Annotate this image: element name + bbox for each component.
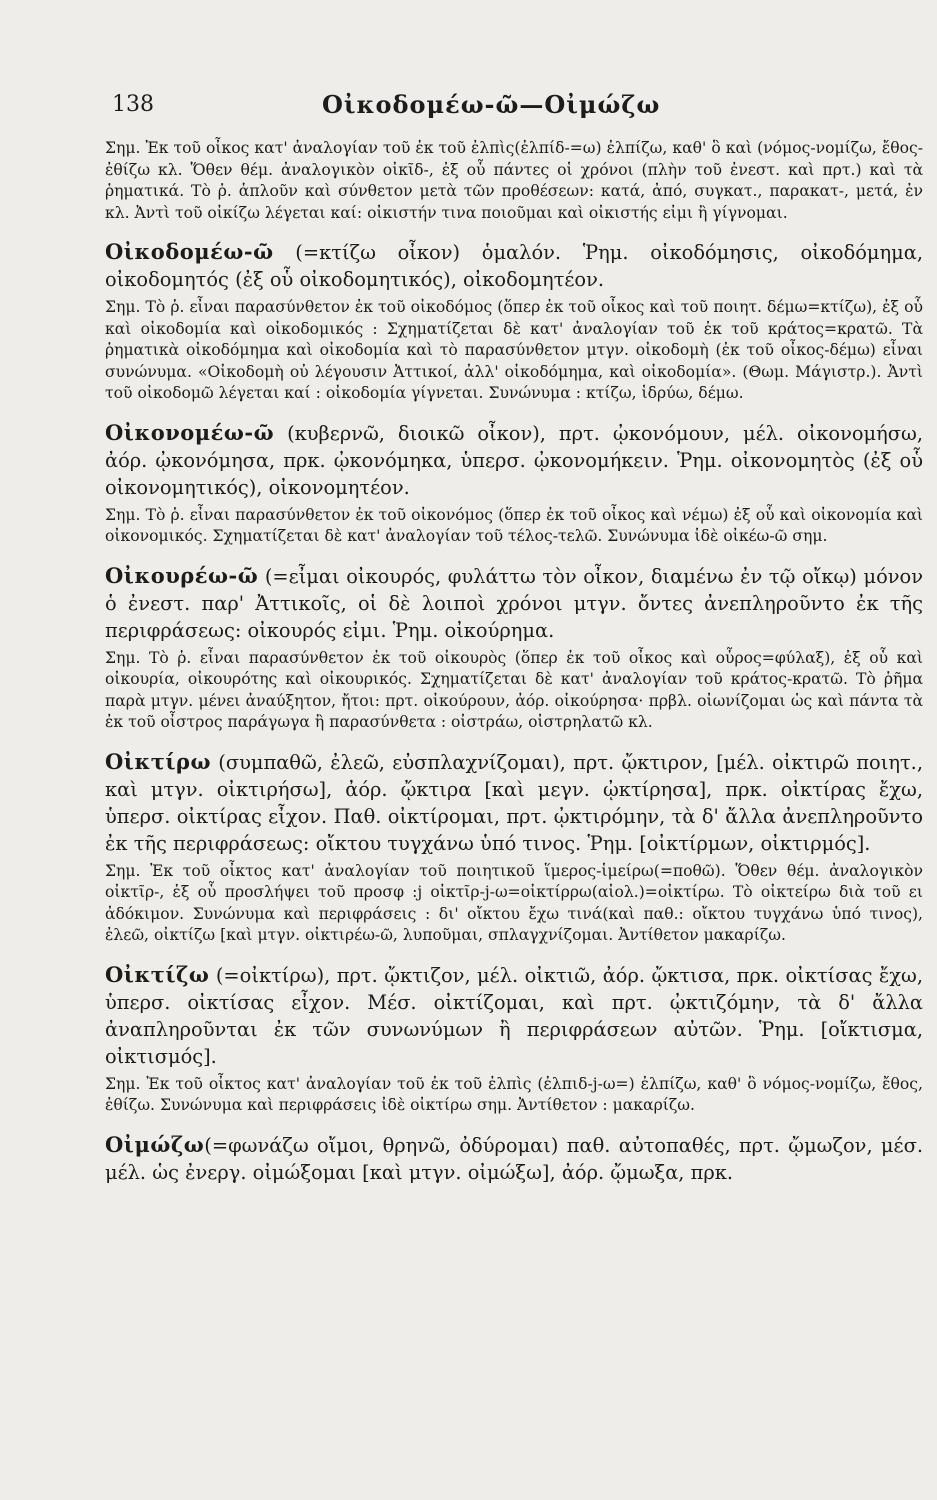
entry-main — [105, 419, 923, 501]
entry-note: Σημ. Τὸ ῥ. εἶναι παρασύνθετον ἐκ τοῦ οἰκοδόμος (ὅπερ ἐκ τοῦ οἶκος καὶ τοῦ ποιητ. δέμω=κτίζω), ἐξ οὗ καὶ οἰκοδομία καὶ οἰκοδομικός : Σχηματίζεται δὲ κατ' ἀναλογίαν τοῦ ἐκ τοῦ κράτος=κρατῶ. Τὰ ῥηματικὰ οἰκοδόμημα καὶ οἰκοδομία καὶ τὸ παρασύνθετον μτγν. οἰκοδομὴ (ἐκ τοῦ οἶκος-δέμω) εἶναι συνώνυμα. «Οἰκοδομὴ οὐ λέγουσιν Ἀττικοί, ἀλλ' οἰκοδόμημα, καὶ οἰκοδομία». (Θωμ. Μάγιστρ.). Ἀντὶ τοῦ οἰκοδομῶ λέγεται καί : οἰκοδομία γίγνεται. Συνώνυμα : κτίζω, ἱδρύω, δέμω. — [105, 298, 923, 402]
entry-oikonomeo — [105, 419, 923, 548]
entry-oiktiro — [105, 748, 923, 947]
entry-lemma: Οἰκουρέω-ῶ — [105, 562, 259, 588]
entry-note: Σημ. Ἐκ τοῦ οἶκος κατ' ἀναλογίαν τοῦ ἐκ τοῦ ἐλπὶς(ἐλπίδ-=ω) ἐλπίζω, καθ' ὃ καὶ (νόμος-νομίζω, ἔθος-ἐθίζω κλ. Ὅθεν θέμ. ἀναλογικὸν οἰκῖδ-, ἐξ οὗ πάντες οἱ χρόνοι (πλὴν τοῦ ἐνεστ. καὶ πρτ.) καὶ τὰ ῥηματικά. Τὸ ῥ. ἁπλοῦν καὶ σύνθετον μετὰ τῶν προθέσεων: κατά, ἀπό, συγκατ., παρακατ-, μετά, ἐν κλ. Ἀντὶ τοῦ οἰκίζω λέγεται καί: οἰκιστήν τινα ποιοῦμαι καὶ οἰκιστής εἰμι ἢ γίγνομαι. — [105, 139, 923, 222]
entry-definition: (=οἰκτίρω), πρτ. ᾤκτιζον, μέλ. οἰκτιῶ, ἀόρ. ᾤκτισα, πρκ. οἰκτίσας ἔχω, ὑπερσ. οἰκτίσας εἶχον. Μέσ. οἰκτίζομαι, καὶ πρτ. ᾠκτιζόμην, τὰ δ' ἄλλα ἀναπληροῦνται ἐκ τῶν συνωνύμων ἢ περιφράσεων αὐτῶν. Ῥημ. [οἴκτισμα, οἰκτισμός]. — [105, 963, 923, 1068]
entry-main — [105, 238, 923, 293]
entry-oikodomeo — [105, 238, 923, 405]
entry-definition: (=φωνάζω οἴμοι, θρηνῶ, ὀδύρομαι) παθ. αὐτοπαθές, πρτ. ᾤμωζον, μέσ. μέλ. ὡς ἐνεργ. οἰμώξομαι [καὶ μτγν. οἰμώξω], ἀόρ. ᾤμωξα, πρκ. — [105, 1133, 923, 1184]
entry-lemma: Οἰμώζω — [105, 1131, 205, 1157]
page-number: 138 — [112, 91, 154, 117]
entry-note: Σημ. Τὸ ῥ. εἶναι παρασύνθετον ἐκ τοῦ οἰκονόμος (ὅπερ ἐκ τοῦ οἶκος καὶ νέμω) ἐξ οὗ καὶ οἰκονομία καὶ οἰκονομικός. Σχηματίζεται δὲ κατ' ἀναλογίαν τοῦ τέλος-τελῶ. Συνώνυμα ἰδὲ οἰκέω-ῶ σημ. — [105, 505, 923, 545]
entry-main — [105, 748, 923, 857]
entry-definition: (κυβερνῶ, διοικῶ οἶκον), πρτ. ᾠκονόμουν, μέλ. οἰκονομήσω, ἀόρ. ᾠκονόμησα, πρκ. ᾠκονόμηκα, ὑπερσ. ᾠκονομήκειν. Ῥημ. οἰκονομητὸς (ἐξ οὗ οἰκονομητικός), οἰκονομητέον. — [105, 421, 923, 499]
page-body — [105, 130, 923, 1200]
entry-oikoureo — [105, 562, 923, 734]
page-header — [112, 84, 837, 124]
entry-oiktizo — [105, 961, 923, 1117]
entry-note: Σημ. Τὸ ῥ. εἶναι παρασύνθετον ἐκ τοῦ οἰκουρὸς (ὅπερ ἐκ τοῦ οἶκος καὶ οὖρος=φύλαξ), ἐξ οὗ καὶ οἰκουρία, οἰκουρότης καὶ οἰκουρικός. Σχηματίζεται δὲ κατ' ἀναλογίαν τοῦ κράτος-κρατῶ. Τὸ ῥῆμα παρὰ μτγν. μένει ἀναύξητον, ἤτοι: πρτ. οἰκούρουν, ἀόρ. οἰκούρησα· πρβλ. οἰωνίζομαι ὡς καὶ πάντα τὰ ἐκ τοῦ οἶστρος παράγωγα ἢ παρασύνθετα : οἰστράω, οἰστρηλατῶ κλ. — [105, 648, 923, 731]
entry-continuation — [105, 138, 923, 224]
entry-lemma: Οἰκτίζω — [105, 961, 210, 987]
entry-main — [105, 1131, 923, 1186]
entry-note: Σημ. Ἐκ τοῦ οἶκτος κατ' ἀναλογίαν τοῦ ποιητικοῦ ἵμερος-ἱμείρω(=ποθῶ). Ὅθεν θέμ. ἀναλογικὸν οἰκτῖρ-, ἐξ οὗ προσλήψει τοῦ προσφ :j οἰκτῖρ-j-ω=οἰκτίρρω(αἰολ.)=οἰκτίρω. Τὸ οἰκτείρω διὰ τοῦ ει ἀδόκιμον. Συνώνυμα καὶ περιφράσεις : δι' οἴκτου ἔχω τινά(καὶ παθ.: οἴκτου τυγχάνω ὑπό τινος), ἐλεῶ, οἰκτίζω [καὶ μτγν. οἰκτιρέω-ῶ, λυποῦμαι, σπλαγχνίζομαι. Ἀντίθετον μακαρίζω. — [105, 861, 923, 944]
running-title: Οἰκοδομέω-ῶ—Οἰμώζω — [322, 89, 661, 119]
entry-lemma: Οἰκοδομέω-ῶ — [105, 239, 274, 264]
entry-main — [105, 961, 923, 1070]
entry-lemma: Οἰκτίρω — [105, 748, 211, 774]
entry-definition: (=κτίζω οἶκον) ὁμαλόν. Ῥημ. οἰκοδόμησις, οἰκοδόμημα, οἰκοδομητός (ἐξ οὗ οἰκοδομητικός), οἰκοδομητέον. — [105, 241, 923, 291]
entry-lemma: Οἰκονομέω-ῶ — [105, 419, 275, 445]
entry-note: Σημ. Ἐκ τοῦ οἶκτος κατ' ἀναλογίαν τοῦ ἐκ τοῦ ἐλπὶς (ἐλπιδ-j-ω=) ἐλπίζω, καθ' ὃ νόμος-νομίζω, ἔθος, ἐθίζω. Συνώνυμα καὶ περιφράσεις ἰδὲ οἰκτίρω σημ. Ἀντίθετον : μακαρίζω. — [105, 1074, 923, 1114]
entry-definition: (συμπαθῶ, ἐλεῶ, εὐσπλαχνίζομαι), πρτ. ᾤκτιρον, [μέλ. οἰκτιρῶ ποιητ., καὶ μτγν. οἰκτιρήσω], ἀόρ. ᾤκτιρα [καὶ μεγν. ᾠκτίρησα], πρκ. οἰκτίρας ἔχω, ὑπερσ. οἰκτίρας εἶχον. Παθ. οἰκτίρομαι, πρτ. ᾠκτιρόμην, τὰ δ' ἄλλα ἀνεπληροῦντο ἐκ τῆς περιφράσεως: οἴκτου τυγχάνω ὑπό τινος. Ῥημ. [οἰκτίρμων, οἰκτιρμός]. — [105, 750, 923, 855]
entry-oimozo — [105, 1131, 923, 1186]
entry-main — [105, 562, 923, 644]
entry-definition: (=εἶμαι οἰκουρός, φυλάττω τὸν οἶκον, διαμένω ἐν τῷ οἴκῳ) μόνον ὁ ἐνεστ. παρ' Ἀττικοῖς, οἱ δὲ λοιποὶ χρόνοι μτγν. ὄντες ἀνεπληροῦντο ἐκ τῆς περιφράσεως: οἰκουρός εἰμι. Ῥημ. οἰκούρημα. — [105, 564, 923, 642]
